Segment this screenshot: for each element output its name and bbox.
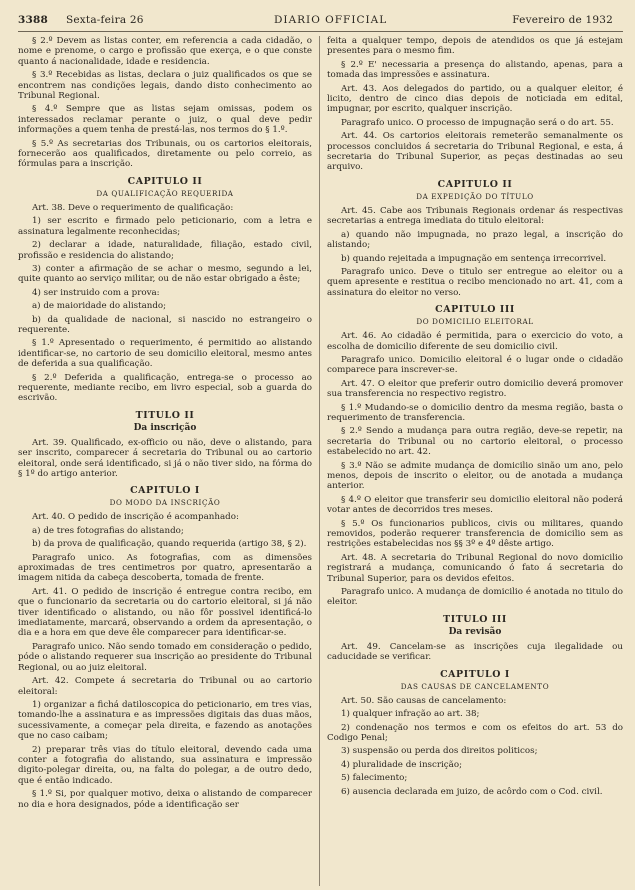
- page-number: 3388: [18, 14, 49, 26]
- publication-title: DIARIO OFFICIAL: [274, 14, 388, 26]
- section-caption: Da revisão: [448, 626, 502, 637]
- paragraph: a) de tres fotografias do alistando;: [32, 525, 184, 536]
- section-heading: TITULO III: [443, 613, 507, 625]
- section-heading: CAPITULO I: [440, 668, 510, 680]
- paragraph: 3) conter a afirmação de se achar o mesmo, segundo a lei, quite quanto ao serviço militar, ou de não estar obrigado a êste;: [18, 263, 312, 285]
- paragraph: § 4.º O eleitor que transferir seu domicilio eleitoral não poderá votar antes de decorridos tres meses.: [327, 494, 623, 516]
- paragraph: Art. 45. Cabe aos Tribunais Regionais ordenar ás respectivas secretarias a entrega imediata do titulo eleitoral:: [327, 205, 623, 227]
- section-subheading: DA EXPEDIÇÃO DO TÍTULO: [416, 191, 534, 201]
- paragraph: Paragrafo unico. O processo de impugnação será o do art. 55.: [341, 117, 614, 128]
- paragraph: Paragrafo unico. As fotografias, com as dimensões aproximadas de tres centimetros por quatro, apresentarão a imagem nitida da cabeça descoberta, tomada de frente.: [18, 552, 312, 584]
- paragraph: Art. 40. O pedido de inscrição é acompanhado:: [32, 512, 239, 523]
- paragraph: Art. 42. Compete á secretaria do Tribunal ou ao cartorio eleitoral:: [18, 676, 312, 697]
- paragraph: 2) preparar três vias do título eleitoral, devendo cada uma conter a fotografia do alistando, sua assinatura e impressão digito-polegar direita, ou, na falta do polegar, a de outro dedo, que é então indicado.: [18, 744, 312, 786]
- paragraph: Art. 46. Ao cidadão é permitida, para o exercicio do voto, a escolha de domicilio diferente de seu domicilio civil.: [327, 331, 623, 352]
- left-column: [18, 36, 312, 813]
- paragraph: Art. 49. Cancelam-se as inscrições cuja ilegalidade ou caducidade se verificar.: [327, 641, 623, 663]
- section-heading: CAPITULO I: [130, 485, 200, 497]
- section-heading: CAPITULO II: [437, 178, 513, 190]
- header-rule: [18, 31, 623, 32]
- section-heading: CAPITULO II: [127, 175, 203, 187]
- section-heading: TITULO II: [135, 409, 195, 421]
- paragraph: a) quando não impugnada, no prazo legal, a inscrição do alistando;: [327, 229, 623, 251]
- paragraph: 4) pluralidade de inscrição;: [341, 759, 463, 770]
- paragraph: § 2.º Deferida a qualificação, entrega-se o processo ao requerente, mediante recibo, em livro especial, sob a guarda do escrivão.: [18, 372, 312, 404]
- section-subheading: DAS CAUSAS DE CANCELAMENTO: [400, 681, 550, 691]
- paragraph: Art. 47. O eleitor que preferir outro domicilio deverá promover sua transferencia no respectivo registro.: [327, 378, 623, 400]
- paragraph: 3) suspensão ou perda dos direitos politicos;: [341, 746, 538, 757]
- page-header: [18, 8, 623, 24]
- paragraph: Art. 41. O pedido de inscrição é entregue contra recibo, em que o funcionario da secretaria ou do cartorio eleitoral, si já não tiver identificado o alistando, ou não fôr possivel identificá-lo imediatamente, marcará, observando a ordem da apresentação, o dia e a hora em que deve êle comparecer para identificar-se.: [18, 586, 312, 639]
- paragraph: § 4.º Sempre que as listas sejam omissas, podem os interessados reclamar perante o juiz, o qual deve pedir informações a quem tenha de prestá-las, nos termos do § 1.º.: [18, 104, 312, 136]
- paragraph: b) da qualidade de nacional, si nascido no estrangeiro o requerente.: [18, 314, 312, 335]
- section-subheading: DO MODO DA INSCRIÇÃO: [109, 498, 221, 508]
- paragraph: Art. 43. Aos delegados do partido, ou a qualquer eleitor, é licito, dentro de cinco dias depois de noticiada em edital, impugnar, por escrito, qualquer inscrição.: [327, 83, 623, 115]
- paragraph: § 3.º Não se admite mudança de domicilio sinão um ano, pelo menos, depois de inscrito o eleitor, ou de anotada a mudança anterior.: [327, 460, 623, 492]
- paragraph: 1) qualquer infração ao art. 38;: [341, 709, 480, 720]
- paragraph: 2) condenação nos termos e com os efeitos do art. 53 do Codigo Penal;: [327, 722, 623, 743]
- paragraph: 2) declarar a idade, naturalidade, filiação, estado civil, profissão e residencia do alistando;: [18, 240, 312, 261]
- paragraph: § 1.º Apresentado o requerimento, é permitido ao alistando identificar-se, no cartorio de seu domicilio eleitoral, mesmo antes de deferida a sua qualificação.: [18, 338, 312, 370]
- paragraph: 5) falecimento;: [341, 773, 408, 784]
- paragraph: § 5.º Os funcionarios publicos, civis ou militares, quando removidos, poderão requerer transferencia de domicilio sem as restrições estabelecidas nos §§ 3º e 4º dêste artigo.: [327, 518, 623, 550]
- paragraph: Art. 48. A secretaria do Tribunal Regional do novo domicilio registrará a mudança, comunicando ó fato á secretaria do Tribunal Superior, para os devidos efeitos.: [327, 552, 623, 584]
- paragraph: a) de maioridade do alistando;: [32, 301, 167, 312]
- paragraph: Paragrafo unico. Domicilio eleitoral é o lugar onde o cidadão comparece para inscrever-se.: [327, 354, 623, 376]
- header-date: Fevereiro de 1932: [512, 14, 613, 26]
- paragraph: feita a qualquer tempo, depois de atendidos os que já estejam presentes para o mesmo fim.: [327, 36, 623, 57]
- section-subheading: DA QUALIFICAÇÃO REQUERIDA: [96, 188, 234, 198]
- paragraph: Art. 44. Os cartorios eleitorais remeterão semanalmente os processos concluidos á secretaria do Tribunal Regional, e esta, á secretaria do Tribunal Superior, as peças destinadas ao seu arquivo.: [327, 131, 623, 173]
- section-subheading: DO DOMICILIO ELEITORAL: [416, 317, 534, 327]
- paragraph: b) quando rejeitada a impugnação em sentença irrecorrivel.: [341, 253, 607, 264]
- paragraph: Art. 39. Qualificado, ex-officio ou não, deve o alistando, para ser inscrito, comparecer á secretaria do Tribunal ou ao cartorio eleitoral, onde será identificado, si já o não tiver sido, na fórma do § 1º do artigo anterior.: [18, 437, 312, 479]
- paragraph: § 1.º Mudando-se o domicilio dentro da mesma região, basta o requerimento de transferencia.: [327, 402, 623, 423]
- paragraph: § 1.º Si, por qualquer motivo, deixa o alistando de comparecer no dia e hora designados, póde a identificação ser: [18, 789, 312, 810]
- paragraph: § 2.º Sendo a mudança para outra região, deve-se repetir, na secretaria do Tribunal ou no cartorio eleitoral, o processo estabelecido no art. 42.: [327, 426, 623, 458]
- paragraph: 1) organizar a fichá datiloscopica do peticionario, em tres vias, tomando-lhe a assinatura e as impressões digitais das duas mãos, sucessivamente, a começar pela direita, e fazendo as anotações que no caso caibam;: [18, 699, 312, 742]
- paragraph: § 3.º Recebidas as listas, declara o juiz qualificados os que se encontrem nas condições legais, dando disto conhecimento ao Tribunal Regional.: [18, 70, 312, 102]
- paragraph: 4) ser instruido com a prova:: [32, 287, 160, 298]
- right-column: [327, 36, 623, 800]
- section-caption: Da inscrição: [133, 422, 197, 433]
- paragraph: b) da prova de qualificação, quando requerida (artigo 38, § 2).: [32, 539, 307, 550]
- paragraph: Paragrafo unico. Deve o titulo ser entregue ao eleitor ou a quem apresente e restitua o recibo mencionado no art. 41, com a assinatura do eleitor no verso.: [327, 266, 623, 298]
- paragraph: § 5.º As secretarias dos Tribunais, ou os cartorios eleitorais, fornecerão aos qualificados, diretamente ou pelo correio, as fórmulas para a inscrição.: [18, 138, 312, 170]
- paragraph: Paragrafo unico. Não sendo tomado em consideração o pedido, póde o alistando requerer sua inscrição ao presidente do Tribunal Regional, ou ao juiz eleitoral.: [18, 641, 312, 673]
- section-heading: CAPITULO III: [435, 304, 515, 316]
- paragraph: 1) ser escrito e firmado pelo peticionario, com a letra e assinatura legalmente reconhecidas;: [18, 216, 312, 237]
- paragraph: Art. 38. Deve o requerimento de qualificação:: [32, 202, 234, 213]
- paragraph: § 2.º Devem as listas conter, em referencia a cada cidadão, o nome e prenome, o cargo e profissão que exerça, e o que conste quanto á nacionalidade, idade e residencia.: [18, 36, 312, 67]
- header-day: Sexta-feira 26: [66, 14, 144, 26]
- paragraph: Art. 50. São causas de cancelamento:: [341, 695, 507, 706]
- paragraph: § 2.º E' necessaria a presença do alistando, apenas, para a tomada das impressões e assinatura.: [327, 59, 623, 81]
- paragraph: 6) ausencia declarada em juizo, de acôrdo com o Cod. civil.: [341, 786, 603, 797]
- column-divider: [319, 36, 320, 886]
- paragraph: Paragrafo unico. A mudança de domicilio é anotada no titulo do eleitor.: [327, 587, 623, 608]
